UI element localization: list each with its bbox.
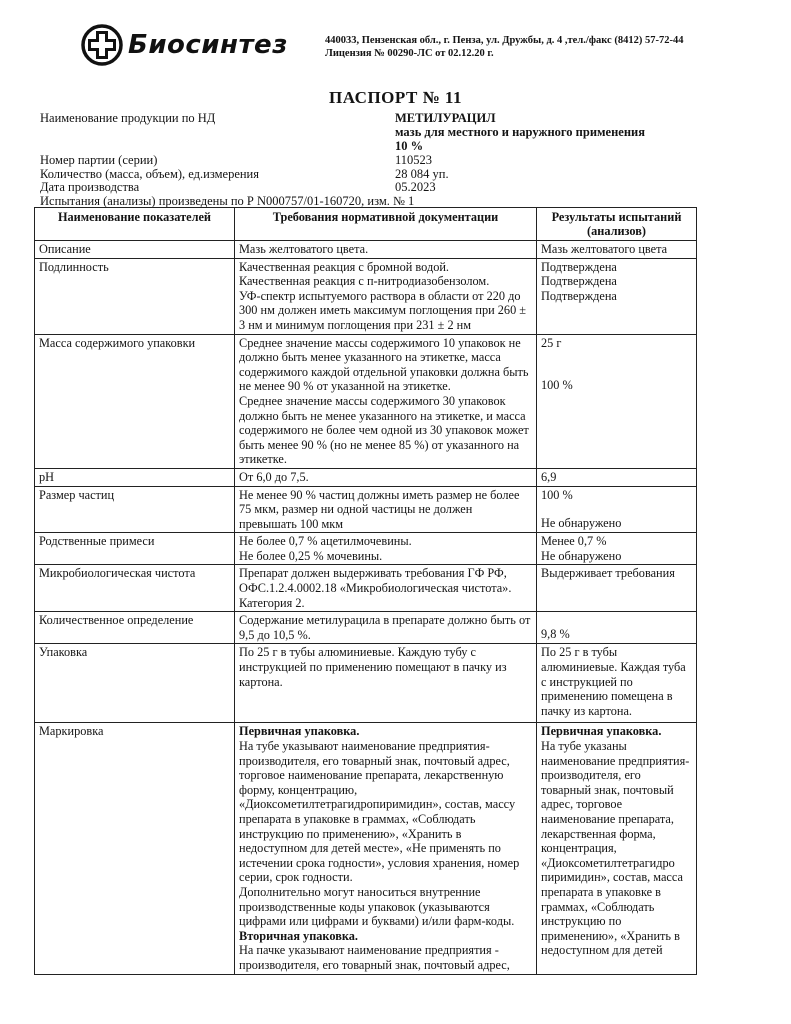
row-result xyxy=(537,644,697,723)
result-text: Подтверждена xyxy=(541,274,617,289)
row-requirement: Не менее 90 % частиц должны иметь размер не более 75 мкм, размер ни одной частицы не должен превышать 100 мкм xyxy=(235,486,537,533)
result-text: Менее 0,7 % xyxy=(541,534,607,549)
row-requirement xyxy=(235,334,537,468)
result-text: 9,8 % xyxy=(541,627,570,642)
row-name: Подлинность xyxy=(35,258,235,334)
row-result: Мазь желтоватого цвета xyxy=(537,241,697,259)
product-name: МЕТИЛУРАЦИЛ xyxy=(395,111,496,125)
requirement-text: На пачке указывают наименование предприятия - производителя, его товарный знак, почтовый адрес, xyxy=(239,943,510,972)
table-row xyxy=(35,644,697,723)
product-form: мазь для местного и наружного применения xyxy=(395,125,645,139)
row-requirement: По 25 г в тубы алюминиевые. Каждую тубу с инструкцией по применению помещают в пачку из картона. xyxy=(235,644,537,723)
result-text: Не обнаружено xyxy=(541,548,622,563)
requirement-heading: Вторичная упаковка. xyxy=(239,928,358,943)
result-text: По 25 г в тубы алюминиевые. Каждая туба с инструкцией по применению помещена в пачку из картона. xyxy=(541,645,686,718)
row-result xyxy=(537,533,697,565)
license-line: Лицензия № 00290-ЛС от 02.12.20 г. xyxy=(325,48,494,59)
row-requirement: Содержание метилурацила в препарате должно быть от 9,5 до 10,5 %. xyxy=(235,612,537,644)
requirement-text: Качественная реакция с п-нитродиазобензолом. xyxy=(239,274,490,289)
row-name: Упаковка xyxy=(35,644,235,723)
table-row xyxy=(35,258,697,334)
product-label: Наименование продукции по НД xyxy=(40,111,216,125)
table-header-row xyxy=(35,208,697,241)
company-name: Биосинтез xyxy=(128,30,288,60)
row-name: Родственные примеси xyxy=(35,533,235,565)
table-row xyxy=(35,565,697,612)
requirement-text: УФ-спектр испытуемого раствора в области от 220 до 300 нм должен иметь максимум поглощения при 260 ± 3 нм и минимум поглощения при 231 ± 2 нм xyxy=(239,288,527,332)
table-row xyxy=(35,241,697,259)
company-address xyxy=(325,34,755,60)
table-row xyxy=(35,468,697,486)
row-result xyxy=(537,258,697,334)
row-name: Описание xyxy=(35,241,235,259)
table-row xyxy=(35,334,697,468)
table-row xyxy=(35,533,697,565)
table-row xyxy=(35,486,697,533)
result-text: 25 г xyxy=(541,335,562,350)
requirement-text: Качественная реакция с бромной водой. xyxy=(239,259,450,274)
page-title: ПАСПОРТ № 11 xyxy=(329,88,462,107)
date-value: 05.2023 xyxy=(395,180,436,194)
row-result xyxy=(537,334,697,468)
requirement-text: Дополнительно могут наноситься внутренние производственные коды упаковок (указываются цифрами или цифрами и буквами) и/или фарм-коды. xyxy=(239,884,515,929)
row-name: Масса содержимого упаковки xyxy=(35,334,235,468)
row-requirement xyxy=(235,723,537,974)
company-logo xyxy=(80,22,288,68)
row-name: pH xyxy=(35,468,235,486)
row-name: Маркировка xyxy=(35,723,235,974)
result-text: Подтверждена xyxy=(541,288,617,303)
row-name: Количественное определение xyxy=(35,612,235,644)
batch-value: 110523 xyxy=(395,153,433,167)
medical-cross-logo-icon xyxy=(80,23,124,67)
requirement-text: Не более 0,7 % ацетилмочевины. xyxy=(239,534,412,549)
test-results-table xyxy=(34,207,697,975)
quantity-label: Количество (масса, объем), ед.измерения xyxy=(40,167,259,181)
address-line: 440033, Пензенская обл., г. Пенза, ул. Дружбы, д. 4 ,тел./факс (8412) 57-72-44 xyxy=(325,35,684,46)
row-requirement: Препарат должен выдерживать требования ГФ РФ, ОФС.1.2.4.0002.18 «Микробиологическая чистота». Категория 2. xyxy=(235,565,537,612)
result-text: На тубе указаны наименование предприятия-производителя, его товарный знак, почтовый адрес, торговое наименование препарата, лекарственная форма, концентрация, «Диоксометилтетрагидро пиримидин», состав, масса препарата в упаковке в граммах, «Соблюдать инструкцию по применению», «Хранить в недоступном для детей xyxy=(541,739,690,958)
row-result xyxy=(537,486,697,533)
batch-label: Номер партии (серии) xyxy=(40,153,158,167)
requirement-text: Среднее значение массы содержимого 30 упаковок должно быть не менее указанного на этикетке, и масса содержимого не более чем одной из 30 упаковок может быть менее 90 % (но не менее 85 %) от указанного на этикетке. xyxy=(239,393,529,467)
row-requirement: От 6,0 до 7,5. xyxy=(235,468,537,486)
product-concentration: 10 % xyxy=(395,139,424,153)
result-text: 100 % xyxy=(541,378,573,393)
table-row xyxy=(35,723,697,974)
row-result xyxy=(537,723,697,974)
header-requirements: Требования нормативной документации xyxy=(235,208,537,241)
result-text: Подтверждена xyxy=(541,259,617,274)
quantity-value: 28 084 уп. xyxy=(395,167,449,181)
result-text: Не обнаружено xyxy=(541,516,622,531)
row-requirement xyxy=(235,533,537,565)
result-text: 100 % xyxy=(541,487,573,502)
row-result: 6,9 xyxy=(537,468,697,486)
requirement-heading: Первичная упаковка. xyxy=(239,724,360,739)
row-name: Размер частиц xyxy=(35,486,235,533)
date-label: Дата производства xyxy=(40,180,140,194)
row-result: Выдерживает требования xyxy=(537,565,697,612)
header-results: Результаты испытаний (анализов) xyxy=(537,208,697,241)
test-basis: Испытания (анализы) произведены по Р N000757/01-160720, изм. № 1 xyxy=(40,194,415,208)
table-row xyxy=(35,612,697,644)
row-name: Микробиологическая чистота xyxy=(35,565,235,612)
row-requirement xyxy=(235,258,537,334)
requirement-text: Среднее значение массы содержимого 10 упаковок не должно быть менее указанного на этикетке, масса содержимого каждой отдельной упаковки должна быть не менее 90 % от указанной на этикетке. xyxy=(239,335,529,394)
result-heading: Первичная упаковка. xyxy=(541,724,662,739)
requirement-text: На тубе указывают наименование предприятия-производителя, его товарный знак, почтовый адрес, торговое наименование препарата, лекарственную форму, концентрацию, «Диоксометилтетрагидропиримидин», состав, массу препарата в упаковке в граммах, «Соблюдать инструкцию по применению», «Хранить в недоступном для детей месте», «Не применять по истечении срока годности», условия хранения, номер серии, срок годности. xyxy=(239,739,520,885)
requirement-text: Не более 0,25 % мочевины. xyxy=(239,548,383,563)
header-indicator: Наименование показателей xyxy=(35,208,235,241)
row-result xyxy=(537,612,697,644)
row-requirement: Мазь желтоватого цвета. xyxy=(235,241,537,259)
